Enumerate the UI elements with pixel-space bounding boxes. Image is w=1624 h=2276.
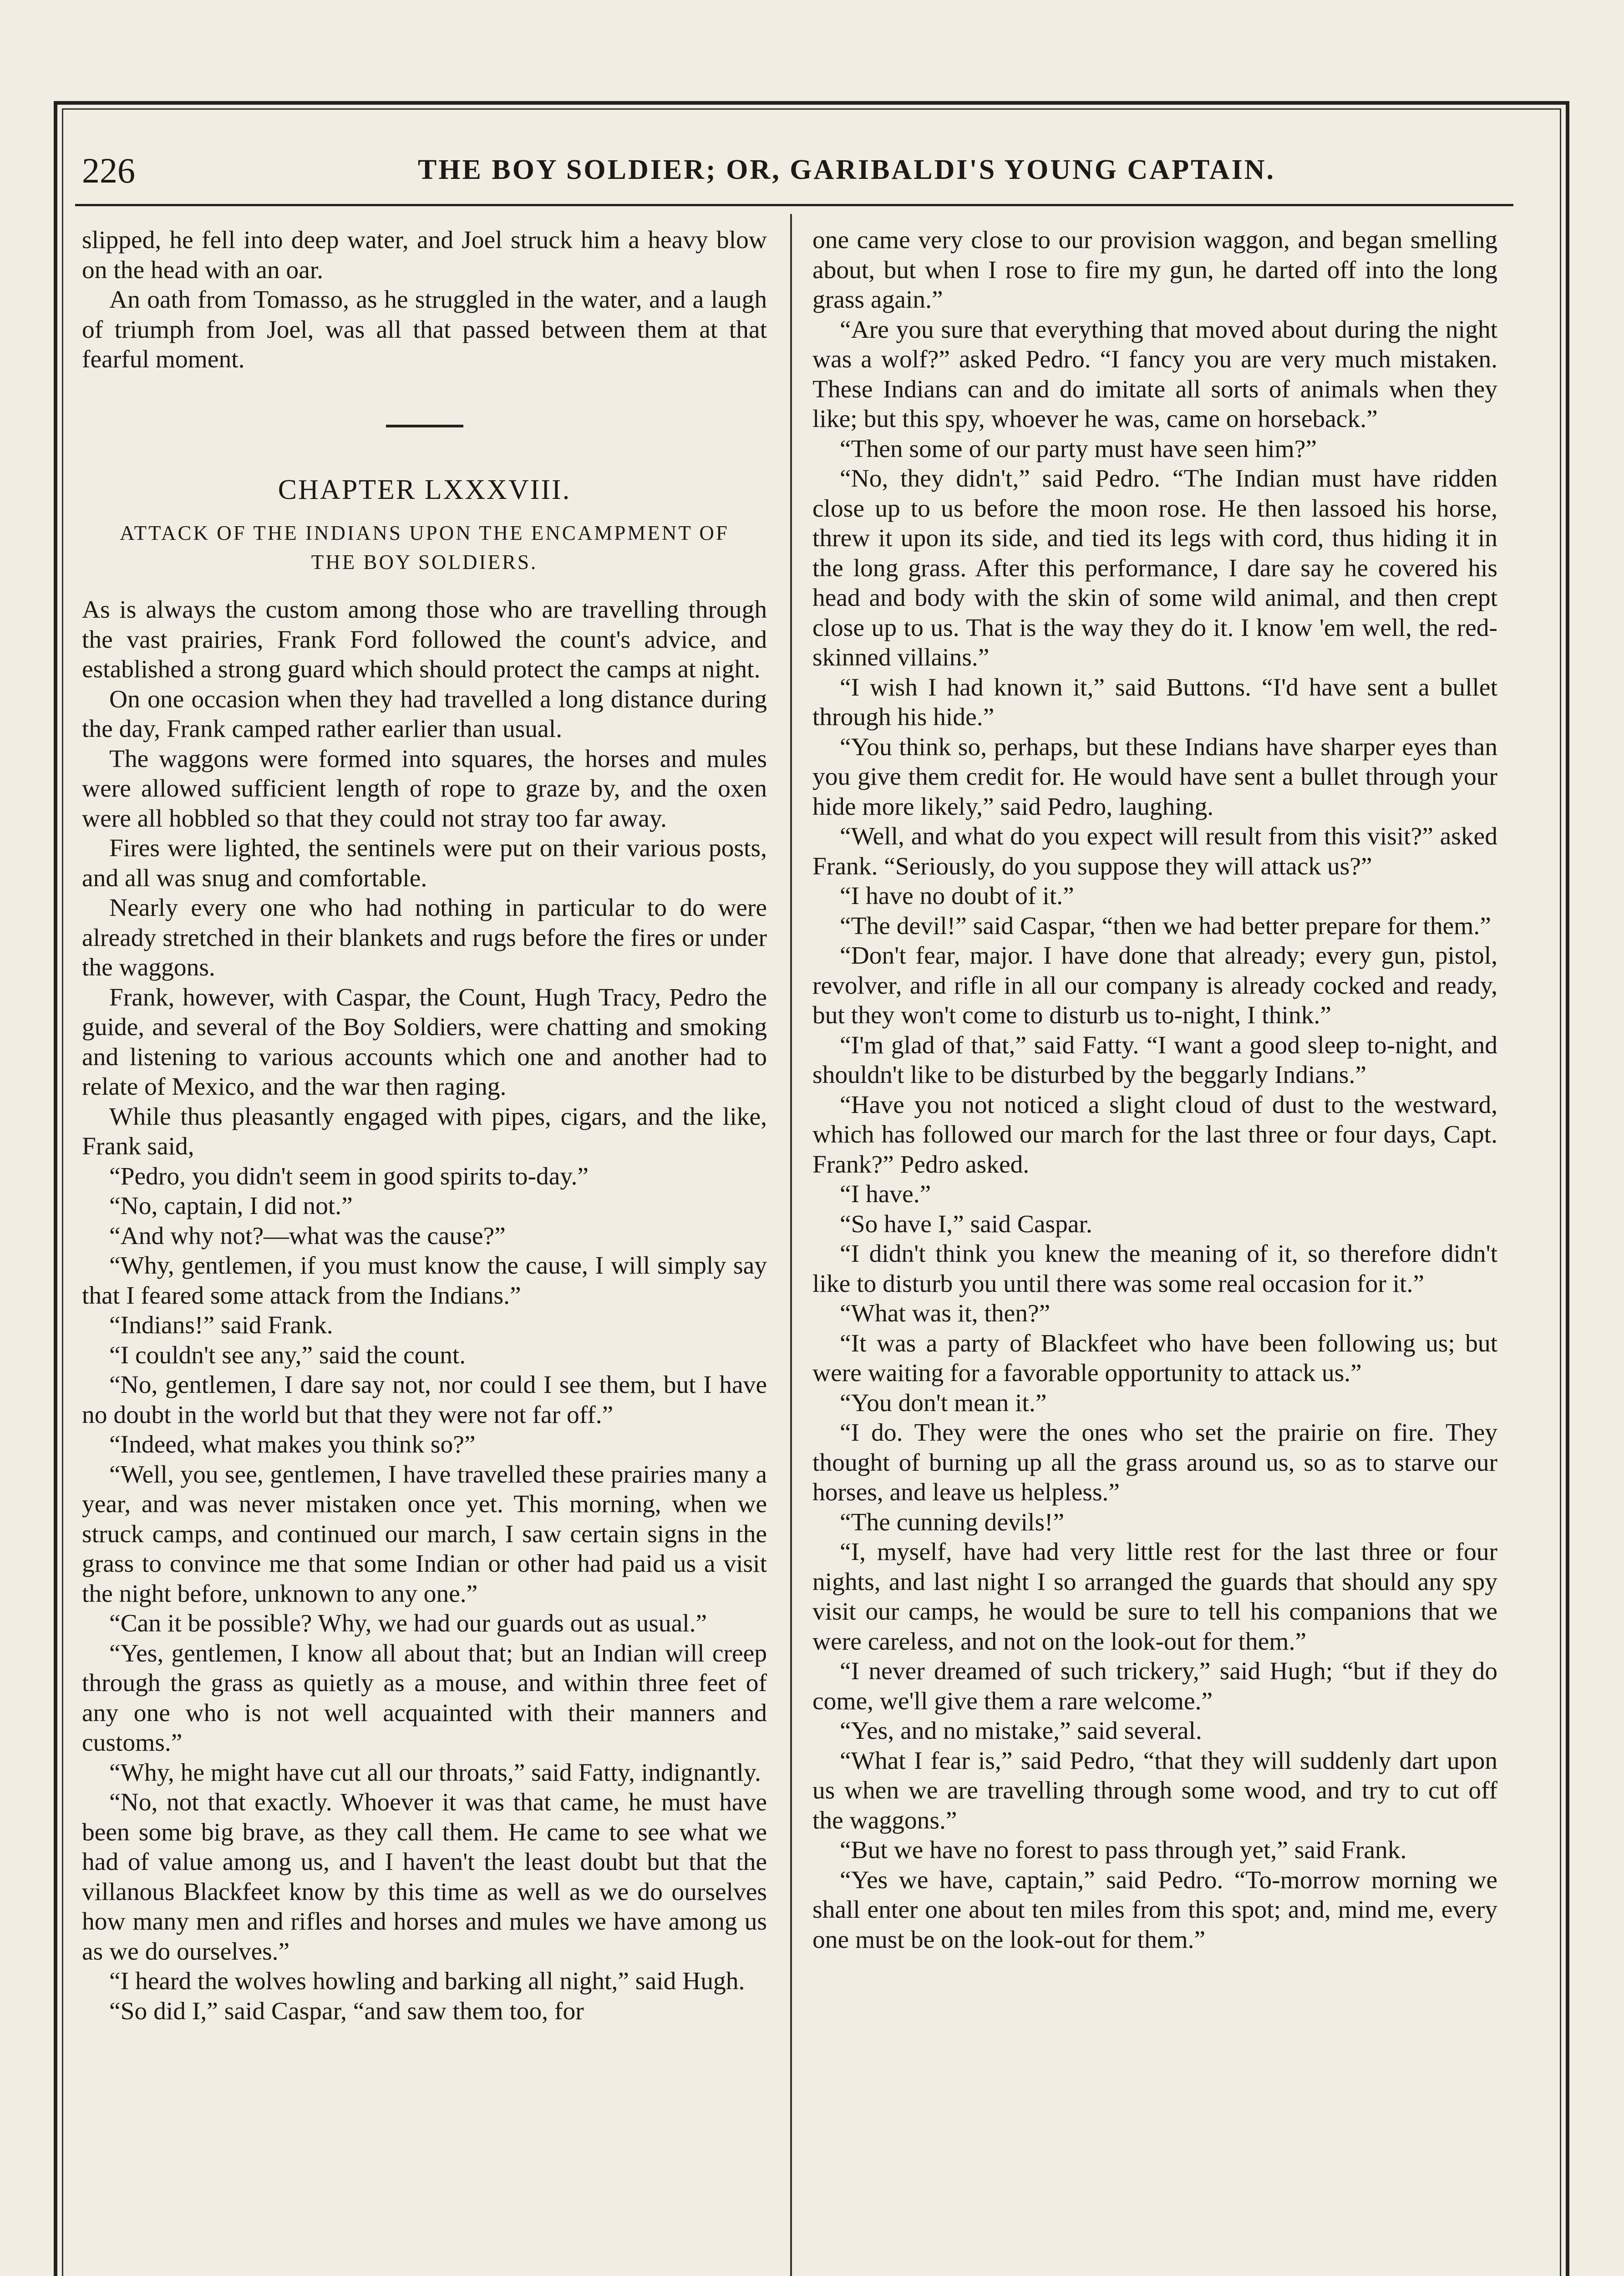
column-divider xyxy=(790,214,792,2276)
paragraph: “I heard the wolves howling and barking all night,” said Hugh. xyxy=(109,1967,745,1995)
header-rule xyxy=(75,204,1513,206)
paragraph: “Well, you see, gentlemen, I have travelled these prairies many a year, and was never mistaken once yet. This morning, when we struck camps, and continued our march, I saw certain signs in the grass to convince me that some Indian or other had paid us a visit the night before, unknown to any one.” xyxy=(82,1460,767,1608)
running-head xyxy=(82,146,1516,196)
paragraph: Nearly every one who had nothing in particular to do were already stretched in their blankets and rugs before the fires or under the waggons. xyxy=(82,894,767,981)
paragraph: “Indians!” said Frank. xyxy=(109,1311,333,1339)
paragraph: “I wish I had known it,” said Buttons. “I'd have sent a bullet through his hide.” xyxy=(812,673,1497,731)
paragraph: “I never dreamed of such trickery,” said Hugh; “but if they do come, we'll give them a rare welcome.” xyxy=(812,1657,1497,1715)
paragraph: “Indeed, what makes you think so?” xyxy=(109,1431,476,1458)
chapter-subtitle: ATTACK OF THE INDIANS UPON THE ENCAMPMENT OF THE BOY SOLDIERS. xyxy=(120,522,729,574)
paragraph: Frank, however, with Caspar, the Count, Hugh Tracy, Pedro the guide, and several of the Boy Soldiers, were chatting and smoking and listening to various accounts which one and another had to relate of Mexico, and the war then raging. xyxy=(82,983,767,1101)
paragraph: “So did I,” said Caspar, “and saw them too, for xyxy=(109,1997,584,2025)
paragraph: “It was a party of Blackfeet who have been following us; but were waiting for a favorable opportunity to attack us.” xyxy=(812,1329,1497,1387)
paragraph: Fires were lighted, the sentinels were put on their various posts, and all was snug and comfortable. xyxy=(82,834,767,892)
paragraph: While thus pleasantly engaged with pipes, cigars, and the like, Frank said, xyxy=(82,1102,767,1160)
paragraph: “I, myself, have had very little rest for the last three or four nights, and last night I so arranged the guards that should any spy visit our camps, he would be sure to tell his companions that we were careless, and not on the look-out for them.” xyxy=(812,1538,1497,1656)
paragraph: An oath from Tomasso, as he struggled in the water, and a laugh of triumph from Joel, was all that passed between them at that fearful moment. xyxy=(82,286,767,373)
paragraph: “Why, gentlemen, if you must know the cause, I will simply say that I feared some attack from the Indians.” xyxy=(82,1252,767,1310)
paragraph: “Well, and what do you expect will result from this visit?” asked Frank. “Seriously, do you suppose they will attack us?” xyxy=(812,823,1497,880)
paragraph: “Have you not noticed a slight cloud of dust to the westward, which has followed our march for the last three or four days, Capt. Frank?” Pedro asked. xyxy=(812,1091,1497,1179)
right-column xyxy=(812,225,1497,1955)
paragraph: “The cunning devils!” xyxy=(840,1508,1065,1536)
paragraph: “I have.” xyxy=(840,1180,931,1208)
paragraph: “Don't fear, major. I have done that already; every gun, pistol, revolver, and rifle in all our company is already cocked and ready, but they won't come to disturb us to-night, I think.” xyxy=(812,942,1497,1029)
paragraph: “Can it be possible? Why, we had our guards out as usual.” xyxy=(109,1610,707,1637)
paragraph: “So have I,” said Caspar. xyxy=(840,1210,1092,1238)
paragraph: “I'm glad of that,” said Fatty. “I want a good sleep to-night, and shouldn't like to be disturbed by the beggarly Indians.” xyxy=(812,1031,1497,1089)
paragraph: “But we have no forest to pass through yet,” said Frank. xyxy=(840,1836,1407,1864)
chapter-separator-rule xyxy=(386,425,463,427)
paragraph: slipped, he fell into deep water, and Joel struck him a heavy blow on the head with an oar. xyxy=(82,226,767,284)
paragraph: one came very close to our provision waggon, and began smelling about, but when I rose to fire my gun, he darted off into the long grass again.” xyxy=(812,226,1497,314)
paragraph: “What was it, then?” xyxy=(840,1300,1051,1327)
paragraph: “I couldn't see any,” said the count. xyxy=(109,1341,466,1369)
paragraph: “I have no doubt of it.” xyxy=(840,882,1074,910)
left-column xyxy=(82,225,767,2026)
paragraph: “No, not that exactly. Whoever it was that came, he must have been some big brave, as they call them. He came to see what we had of value among us, and I haven't the least doubt but that the villanous Blackfeet know by this time as well as we do ourselves how many men and rifles and horses and mules we have among us as we do ourselves.” xyxy=(82,1788,767,1966)
paragraph: “You don't mean it.” xyxy=(840,1389,1047,1417)
chapter-title: CHAPTER LXXXVIII. xyxy=(278,474,571,505)
paragraph: “Pedro, you didn't seem in good spirits to-day.” xyxy=(109,1162,589,1190)
paragraph: “No, gentlemen, I dare say not, nor could I see them, but I have no doubt in the world but that they were not far off.” xyxy=(82,1371,767,1429)
paragraph: The waggons were formed into squares, the horses and mules were allowed sufficient length of rope to graze by, and the oxen were all hobbled so that they could not stray too far away. xyxy=(82,745,767,833)
paragraph: “Yes, and no mistake,” said several. xyxy=(840,1717,1202,1745)
paragraph: “And why not?—what was the cause?” xyxy=(109,1222,506,1250)
running-title: THE BOY SOLDIER; OR, GARIBALDI'S YOUNG CAPTAIN. xyxy=(417,154,1276,185)
paragraph: “I do. They were the ones who set the prairie on fire. They thought of burning up all the grass around us, so as to starve our horses, and leave us helpless.” xyxy=(812,1419,1497,1506)
paragraph: “Are you sure that everything that moved about during the night was a wolf?” asked Pedro. “I fancy you are very much mistaken. These Indians can and do imitate all sorts of animals when they like; but this spy, whoever he was, came on horseback.” xyxy=(812,315,1497,433)
paragraph: “I didn't think you knew the meaning of it, so therefore didn't like to disturb you until there was some real occasion for it.” xyxy=(812,1240,1497,1298)
paragraph: “The devil!” said Caspar, “then we had better prepare for them.” xyxy=(840,912,1491,940)
paragraph: “Yes we have, captain,” said Pedro. “To-morrow morning we shall enter one about ten miles from this spot; and, mind me, every one must be on the look-out for them.” xyxy=(812,1866,1497,1954)
paragraph: “No, they didn't,” said Pedro. “The Indian must have ridden close up to us before the moon rose. He then lassoed his horse, threw it upon its side, and tied its legs with cord, thus hiding it in the long grass. After this performance, I dare say he covered his head and body with the skin of some wild animal, and then crept close up to us. That is the way they do it. I know 'em well, the red-skinned villains.” xyxy=(812,465,1497,671)
paragraph: “Yes, gentlemen, I know all about that; but an Indian will creep through the grass as quietly as a mouse, and within three feet of any one who is not well acquainted with their manners and customs.” xyxy=(82,1639,767,1757)
paragraph: “Why, he might have cut all our throats,” said Fatty, indignantly. xyxy=(109,1758,761,1787)
paragraph: “You think so, perhaps, but these Indians have sharper eyes than you give them credit for. He would have sent a bullet through your hide more likely,” said Pedro, laughing. xyxy=(812,733,1497,821)
paragraph: “Then some of our party must have seen him?” xyxy=(840,435,1317,463)
paragraph: “No, captain, I did not.” xyxy=(109,1192,353,1220)
paragraph: As is always the custom among those who are travelling through the vast prairies, Frank Ford followed the count's advice, and established a strong guard which should protect the camps at night. xyxy=(82,596,767,683)
paragraph: “What I fear is,” said Pedro, “that they will suddenly dart upon us when we are travelling through some wood, and try to cut off the waggons.” xyxy=(812,1747,1497,1834)
page-number: 226 xyxy=(82,151,135,190)
paragraph: On one occasion when they had travelled a long distance during the day, Frank camped rather earlier than usual. xyxy=(82,685,767,743)
